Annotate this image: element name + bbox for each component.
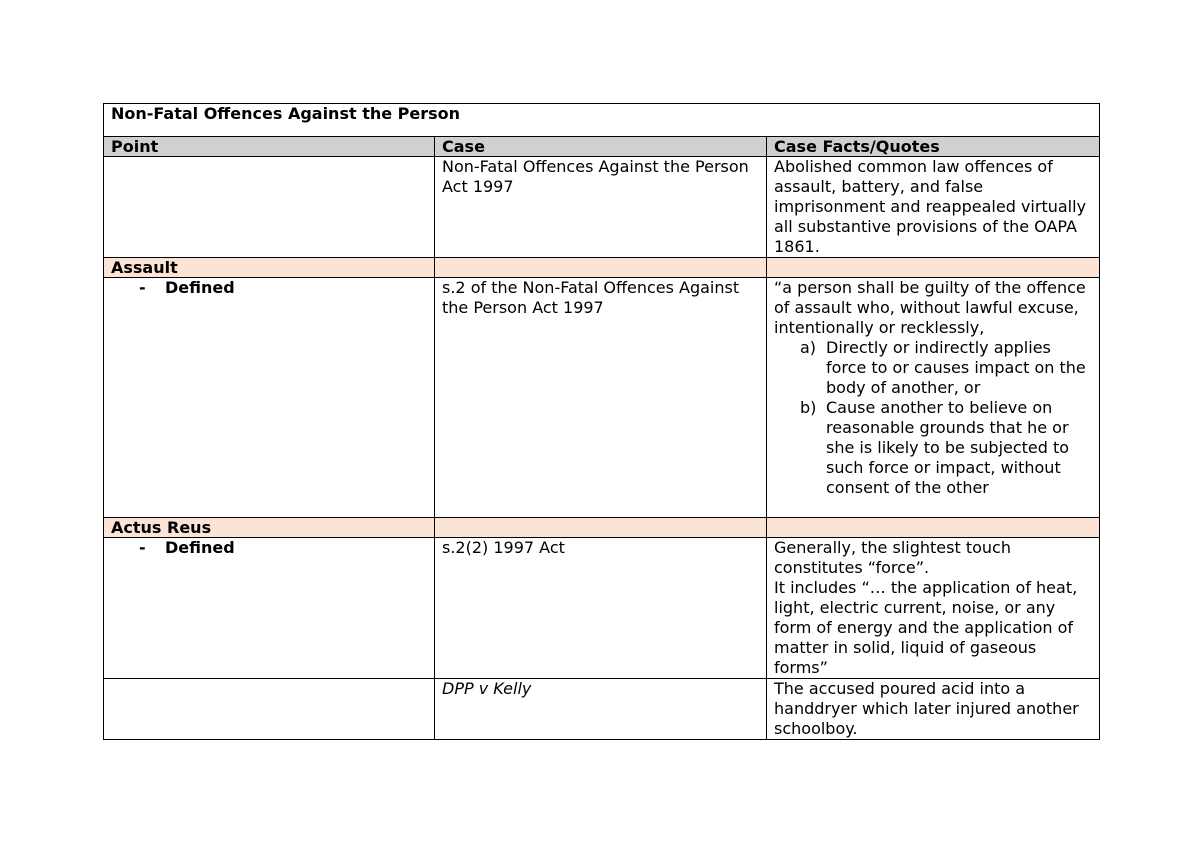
sub-point-label: Defined — [165, 278, 235, 297]
row-point — [104, 679, 435, 740]
row-facts: Abolished common law offences of assault, battery, and false imprisonment and reappealed virtually all substantive provisions of the OAPA 1861. — [767, 157, 1100, 258]
row-case: s.2(2) 1997 Act — [435, 538, 767, 679]
header-case: Case — [435, 137, 767, 157]
list-marker: a) — [800, 338, 817, 357]
section-heading-actus-reus: Actus Reus — [104, 518, 435, 538]
list-marker: b) — [800, 398, 817, 417]
list-item-text: Directly or indirectly applies force to or causes impact on the body of another, or — [826, 338, 1086, 397]
table-row — [104, 538, 1100, 679]
header-point: Point — [104, 137, 435, 157]
section-empty-cell — [767, 518, 1100, 538]
row-facts — [767, 278, 1100, 518]
table-row — [104, 278, 1100, 518]
document-title: Non-Fatal Offences Against the Person — [104, 104, 1100, 137]
dash-bullet: - — [139, 538, 146, 557]
row-case: s.2 of the Non-Fatal Offences Against the Person Act 1997 — [435, 278, 767, 518]
section-row-actus-reus — [104, 518, 1100, 538]
facts-paragraph: Generally, the slightest touch constitutes “force”. — [774, 538, 1011, 577]
table-row — [104, 157, 1100, 258]
row-facts — [767, 538, 1100, 679]
row-case: DPP v Kelly — [435, 679, 767, 740]
row-point — [104, 278, 435, 518]
list-item-text: Cause another to believe on reasonable grounds that he or she is likely to be subjected to such force or impact, without consent of the other — [826, 398, 1070, 497]
sub-point-label: Defined — [165, 538, 235, 557]
row-point — [104, 538, 435, 679]
facts-intro: “a person shall be guilty of the offence of assault who, without lawful excuse, intentionally or recklessly, — [774, 278, 1086, 337]
table-row — [104, 679, 1100, 740]
section-row-assault — [104, 258, 1100, 278]
dash-bullet: - — [139, 278, 146, 297]
section-empty-cell — [435, 258, 767, 278]
title-row — [104, 104, 1100, 137]
sub-point — [111, 538, 427, 558]
row-facts: The accused poured acid into a handdryer which later injured another schoolboy. — [767, 679, 1100, 740]
facts-list — [774, 338, 1092, 498]
section-heading-assault: Assault — [104, 258, 435, 278]
facts-paragraph: It includes “… the application of heat, light, electric current, noise, or any form of energy and the application of matter in solid, liquid of gaseous forms” — [774, 578, 1078, 677]
list-item — [800, 398, 1092, 498]
header-facts: Case Facts/Quotes — [767, 137, 1100, 157]
list-item — [800, 338, 1092, 398]
row-point — [104, 157, 435, 258]
sub-point — [111, 278, 427, 298]
offences-table — [103, 103, 1100, 740]
header-row — [104, 137, 1100, 157]
section-empty-cell — [435, 518, 767, 538]
section-empty-cell — [767, 258, 1100, 278]
row-case: Non-Fatal Offences Against the Person Act 1997 — [435, 157, 767, 258]
